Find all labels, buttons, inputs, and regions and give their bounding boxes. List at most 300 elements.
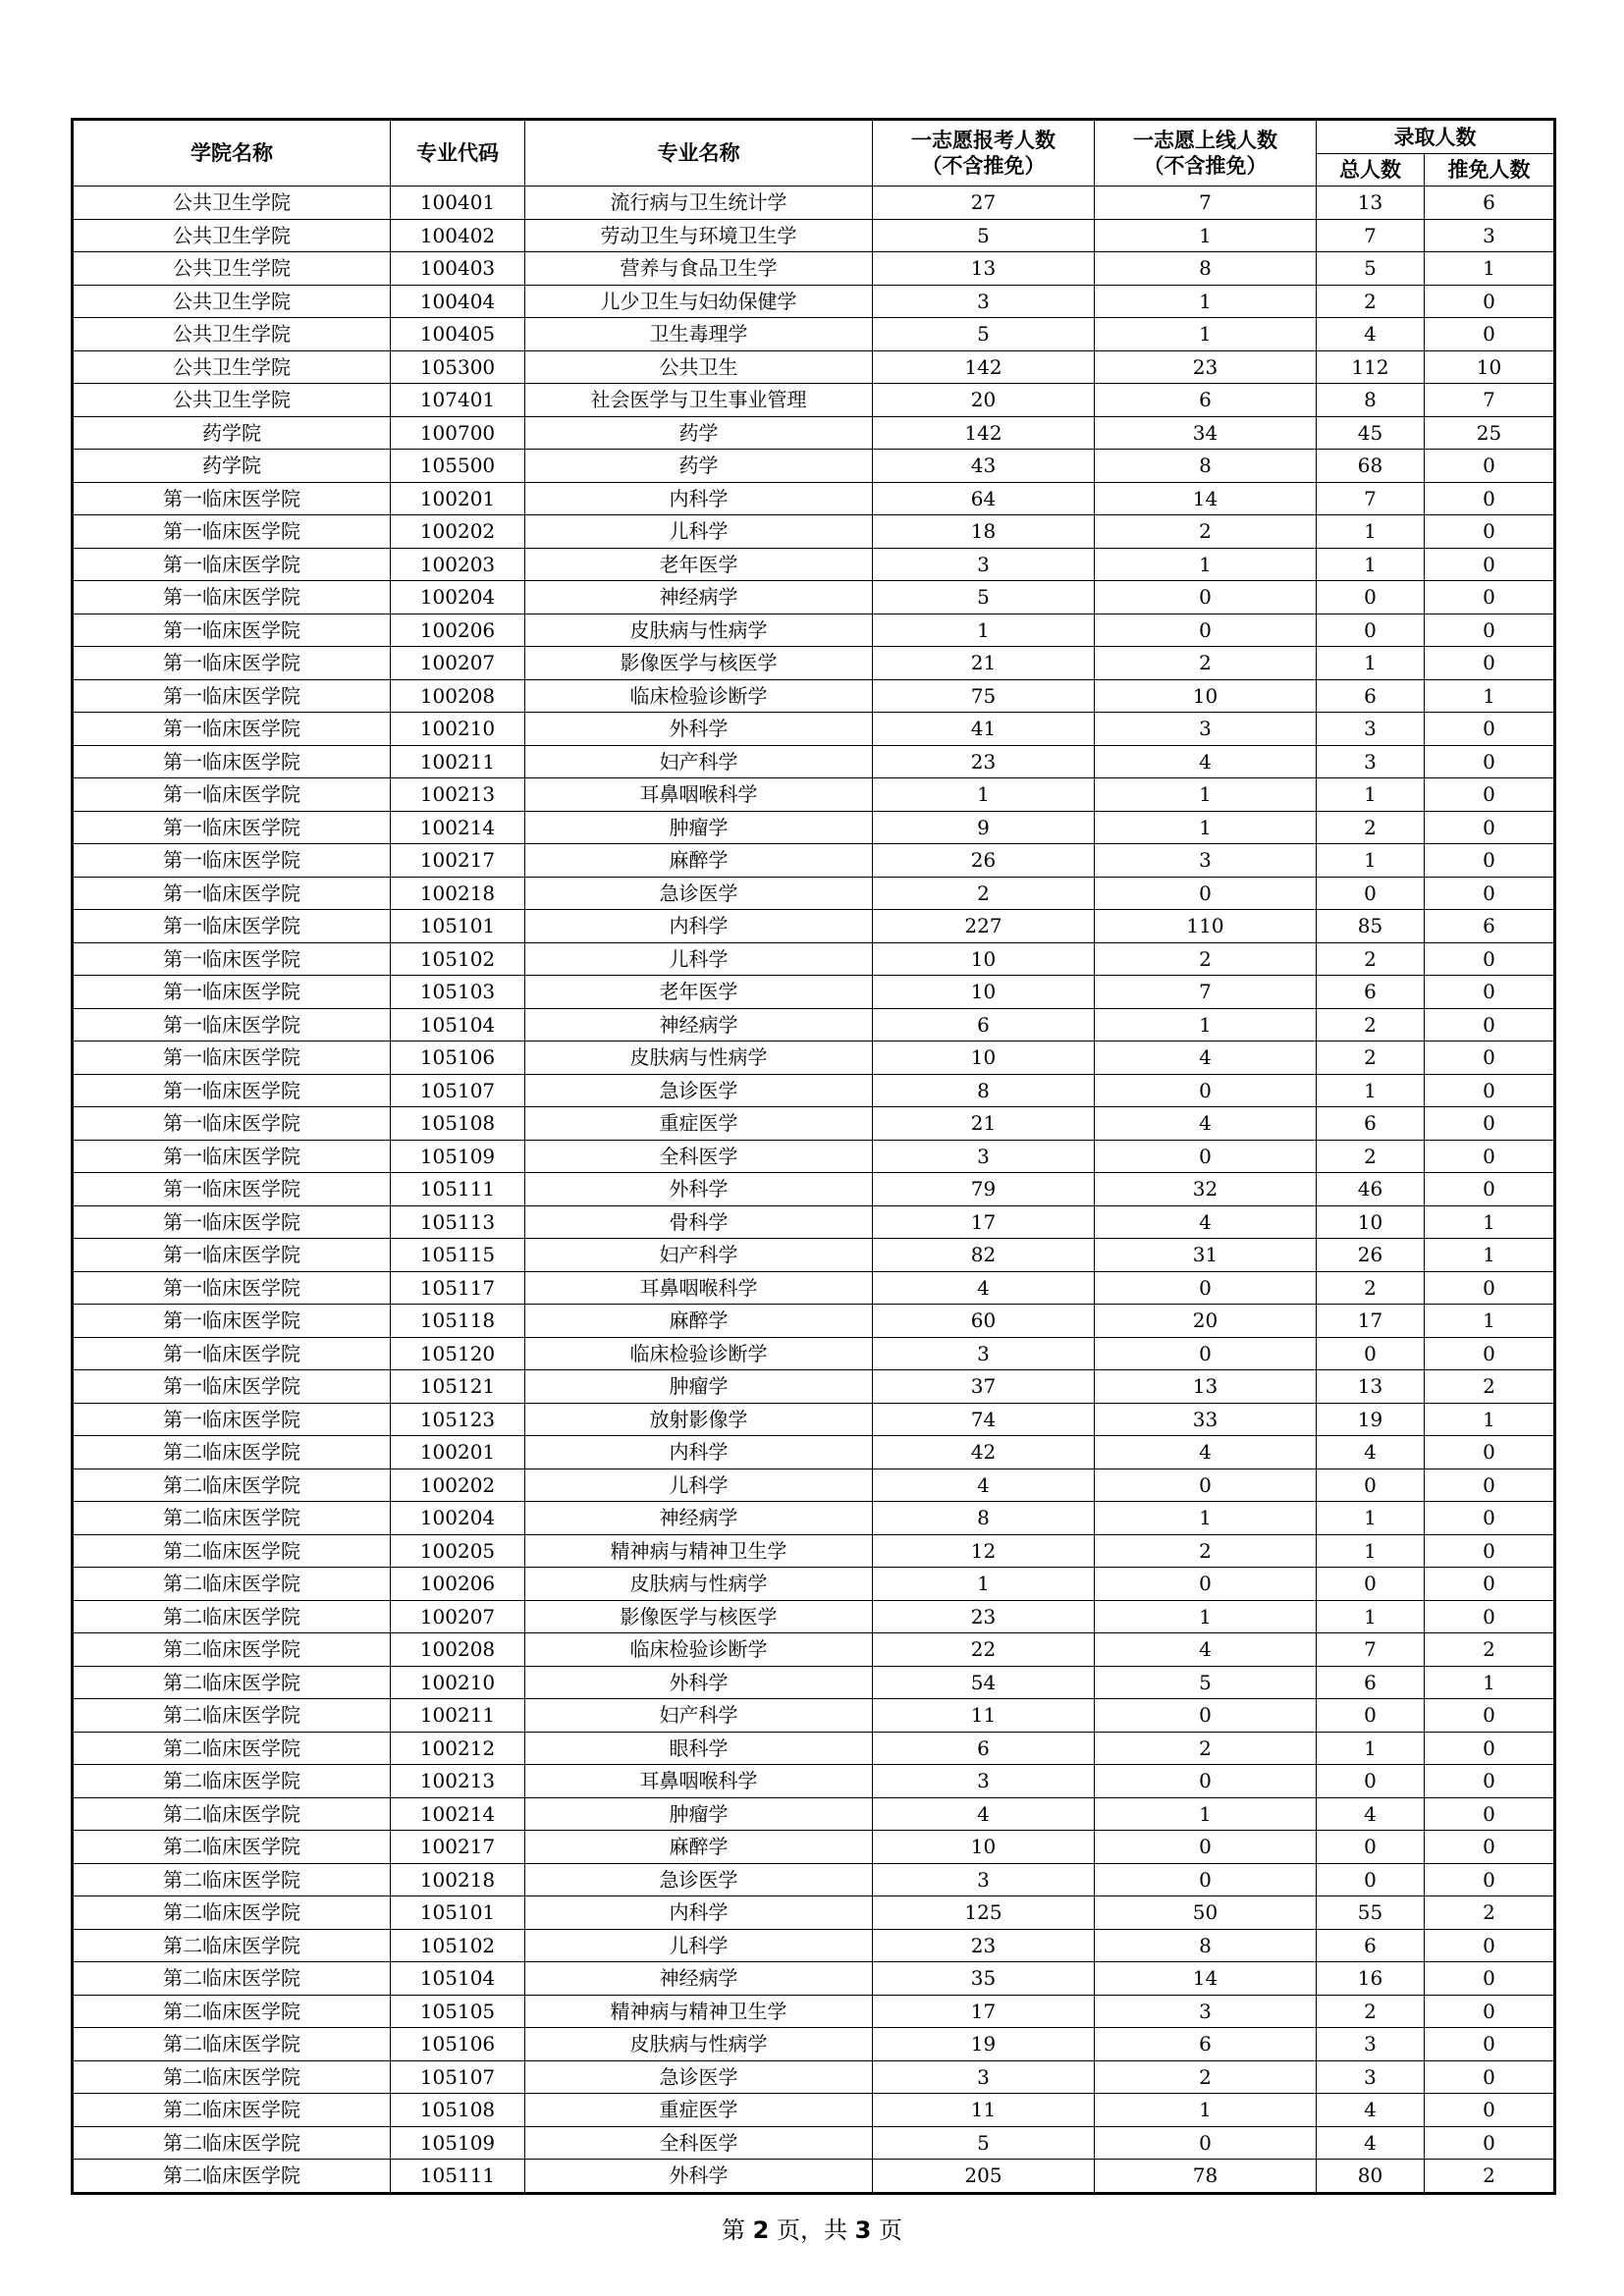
cell-passed: 1 [1095,1008,1317,1041]
table-row [73,1468,1555,1502]
cell-admitted-total: 1 [1317,1732,1425,1765]
cell-admitted-total: 0 [1317,1765,1425,1798]
cell-admitted-total: 1 [1317,844,1425,878]
cell-applicants: 22 [873,1633,1095,1667]
table-row [73,976,1555,1009]
cell-college: 第一临床医学院 [73,1403,391,1436]
table-row [73,1831,1555,1864]
cell-admitted-exempt: 3 [1425,219,1555,252]
cell-passed: 2 [1095,2060,1317,2094]
admission-table [71,118,1556,2195]
cell-major: 耳鼻咽喉科学 [525,778,873,812]
cell-passed: 0 [1095,1140,1317,1173]
cell-code: 105500 [391,450,525,483]
cell-major: 肿瘤学 [525,1797,873,1831]
cell-admitted-total: 4 [1317,1797,1425,1831]
table-row [73,2094,1555,2127]
cell-admitted-total: 4 [1317,1436,1425,1469]
table-row [73,219,1555,252]
cell-applicants: 23 [873,745,1095,778]
cell-college: 第一临床医学院 [73,713,391,746]
cell-college: 药学院 [73,450,391,483]
cell-admitted-total: 2 [1317,811,1425,844]
cell-admitted-exempt: 0 [1425,1863,1555,1896]
cell-admitted-exempt: 0 [1425,1502,1555,1535]
cell-college: 第一临床医学院 [73,1337,391,1370]
cell-applicants: 1 [873,1568,1095,1601]
cell-passed: 3 [1095,713,1317,746]
table-header [73,120,1555,187]
cell-admitted-total: 1 [1317,548,1425,581]
cell-admitted-total: 19 [1317,1403,1425,1436]
cell-admitted-exempt: 0 [1425,2060,1555,2094]
cell-major: 全科医学 [525,1140,873,1173]
table-row [73,416,1555,450]
header-college: 学院名称 [73,120,391,187]
cell-code: 100201 [391,482,525,515]
cell-applicants: 4 [873,1271,1095,1305]
cell-college: 第二临床医学院 [73,1732,391,1765]
table-row [73,581,1555,614]
cell-admitted-total: 0 [1317,877,1425,910]
cell-passed: 2 [1095,647,1317,680]
cell-major: 流行病与卫生统计学 [525,187,873,220]
cell-admitted-exempt: 7 [1425,384,1555,417]
cell-admitted-exempt: 0 [1425,1271,1555,1305]
cell-admitted-exempt: 0 [1425,515,1555,549]
cell-major: 临床检验诊断学 [525,1633,873,1667]
table-row [73,1107,1555,1141]
cell-passed: 6 [1095,2028,1317,2061]
cell-admitted-total: 0 [1317,1468,1425,1502]
cell-passed: 7 [1095,976,1317,1009]
table-row [73,647,1555,680]
cell-admitted-total: 6 [1317,1107,1425,1141]
cell-admitted-exempt: 0 [1425,713,1555,746]
cell-applicants: 13 [873,252,1095,286]
cell-admitted-exempt: 2 [1425,1370,1555,1404]
cell-college: 公共卫生学院 [73,219,391,252]
cell-code: 105111 [391,1173,525,1206]
cell-major: 耳鼻咽喉科学 [525,1271,873,1305]
cell-code: 100218 [391,1863,525,1896]
cell-admitted-total: 2 [1317,942,1425,976]
cell-passed: 4 [1095,1633,1317,1667]
cell-code: 105115 [391,1239,525,1272]
cell-major: 妇产科学 [525,1699,873,1733]
cell-admitted-total: 10 [1317,1205,1425,1239]
cell-major: 劳动卫生与环境卫生学 [525,219,873,252]
cell-major: 儿科学 [525,1929,873,1962]
cell-admitted-exempt: 0 [1425,2028,1555,2061]
cell-college: 第一临床医学院 [73,1173,391,1206]
cell-college: 第二临床医学院 [73,1699,391,1733]
cell-code: 105300 [391,350,525,384]
cell-passed: 10 [1095,679,1317,713]
cell-admitted-exempt: 0 [1425,1041,1555,1075]
cell-applicants: 3 [873,548,1095,581]
cell-college: 第一临床医学院 [73,482,391,515]
cell-college: 第一临床医学院 [73,942,391,976]
cell-college: 第一临床医学院 [73,1271,391,1305]
cell-passed: 0 [1095,1337,1317,1370]
cell-applicants: 21 [873,1107,1095,1141]
cell-major: 急诊医学 [525,1074,873,1107]
cell-admitted-exempt: 1 [1425,1403,1555,1436]
cell-major: 儿少卫生与妇幼保健学 [525,285,873,318]
cell-applicants: 54 [873,1666,1095,1699]
table-row [73,811,1555,844]
cell-college: 第一临床医学院 [73,778,391,812]
cell-applicants: 64 [873,482,1095,515]
table-row [73,482,1555,515]
cell-major: 急诊医学 [525,877,873,910]
cell-admitted-exempt: 6 [1425,187,1555,220]
cell-admitted-total: 0 [1317,1337,1425,1370]
cell-applicants: 35 [873,1962,1095,1996]
cell-admitted-exempt: 0 [1425,778,1555,812]
cell-applicants: 3 [873,285,1095,318]
cell-code: 100402 [391,219,525,252]
cell-applicants: 12 [873,1534,1095,1568]
cell-code: 100206 [391,1568,525,1601]
cell-passed: 0 [1095,1271,1317,1305]
cell-passed: 4 [1095,745,1317,778]
cell-applicants: 5 [873,219,1095,252]
table-row [73,1666,1555,1699]
cell-passed: 6 [1095,384,1317,417]
cell-passed: 2 [1095,1534,1317,1568]
cell-major: 皮肤病与性病学 [525,2028,873,2061]
cell-passed: 8 [1095,1929,1317,1962]
cell-major: 药学 [525,416,873,450]
cell-admitted-exempt: 0 [1425,976,1555,1009]
cell-admitted-exempt: 0 [1425,1140,1555,1173]
cell-passed: 1 [1095,2094,1317,2127]
cell-code: 105109 [391,2126,525,2160]
cell-admitted-exempt: 2 [1425,2160,1555,2194]
cell-admitted-exempt: 0 [1425,1568,1555,1601]
cell-passed: 4 [1095,1205,1317,1239]
cell-major: 老年医学 [525,548,873,581]
cell-applicants: 74 [873,1403,1095,1436]
table-row [73,450,1555,483]
cell-college: 第二临床医学院 [73,1995,391,2028]
cell-applicants: 5 [873,581,1095,614]
table-row [73,1962,1555,1996]
cell-admitted-exempt: 0 [1425,745,1555,778]
cell-admitted-exempt: 0 [1425,482,1555,515]
cell-admitted-exempt: 0 [1425,1765,1555,1798]
table-row [73,2160,1555,2194]
table-row [73,1896,1555,1930]
cell-major: 肿瘤学 [525,811,873,844]
cell-passed: 4 [1095,1041,1317,1075]
cell-code: 100210 [391,1666,525,1699]
table-row [73,2126,1555,2160]
cell-college: 第二临床医学院 [73,2094,391,2127]
cell-major: 眼科学 [525,1732,873,1765]
cell-college: 第一临床医学院 [73,1041,391,1075]
cell-admitted-total: 46 [1317,1173,1425,1206]
cell-code: 105123 [391,1403,525,1436]
footer-page-number: 2 [752,2216,770,2244]
cell-applicants: 142 [873,416,1095,450]
cell-passed: 1 [1095,219,1317,252]
cell-code: 105108 [391,1107,525,1141]
cell-code: 105105 [391,1995,525,2028]
cell-admitted-total: 4 [1317,318,1425,351]
cell-applicants: 205 [873,2160,1095,2194]
table-row [73,844,1555,878]
cell-admitted-exempt: 2 [1425,1896,1555,1930]
cell-admitted-exempt: 0 [1425,318,1555,351]
cell-applicants: 82 [873,1239,1095,1272]
cell-major: 皮肤病与性病学 [525,1568,873,1601]
table-row [73,877,1555,910]
cell-major: 药学 [525,450,873,483]
header-major: 专业名称 [525,120,873,187]
cell-college: 第一临床医学院 [73,877,391,910]
table-row [73,515,1555,549]
cell-admitted-total: 112 [1317,350,1425,384]
cell-admitted-total: 2 [1317,1041,1425,1075]
cell-applicants: 19 [873,2028,1095,2061]
cell-admitted-exempt: 6 [1425,910,1555,943]
cell-admitted-total: 1 [1317,1502,1425,1535]
cell-applicants: 41 [873,713,1095,746]
table-row [73,1863,1555,1896]
cell-code: 100208 [391,679,525,713]
cell-major: 皮肤病与性病学 [525,1041,873,1075]
cell-college: 第二临床医学院 [73,1502,391,1535]
cell-code: 105104 [391,1008,525,1041]
cell-passed: 2 [1095,1732,1317,1765]
cell-major: 急诊医学 [525,1863,873,1896]
cell-admitted-total: 3 [1317,713,1425,746]
cell-code: 100213 [391,778,525,812]
cell-admitted-exempt: 0 [1425,942,1555,976]
cell-admitted-exempt: 0 [1425,811,1555,844]
cell-applicants: 17 [873,1205,1095,1239]
cell-college: 公共卫生学院 [73,350,391,384]
cell-admitted-total: 3 [1317,745,1425,778]
cell-admitted-total: 80 [1317,2160,1425,2194]
cell-passed: 0 [1095,581,1317,614]
cell-admitted-total: 55 [1317,1896,1425,1930]
cell-applicants: 9 [873,811,1095,844]
table-row [73,1205,1555,1239]
header-applicants [873,120,1095,187]
cell-admitted-exempt: 0 [1425,1699,1555,1733]
cell-major: 儿科学 [525,942,873,976]
cell-major: 儿科学 [525,1468,873,1502]
cell-passed: 4 [1095,1436,1317,1469]
cell-admitted-total: 13 [1317,187,1425,220]
cell-admitted-exempt: 0 [1425,1107,1555,1141]
table-row [73,187,1555,220]
header-passed [1095,120,1317,187]
cell-code: 105107 [391,2060,525,2094]
cell-passed: 8 [1095,450,1317,483]
cell-applicants: 23 [873,1929,1095,1962]
cell-admitted-exempt: 0 [1425,2094,1555,2127]
cell-major: 麻醉学 [525,1305,873,1338]
cell-college: 第二临床医学院 [73,2060,391,2094]
cell-code: 105111 [391,2160,525,2194]
cell-admitted-total: 2 [1317,285,1425,318]
cell-college: 第一临床医学院 [73,548,391,581]
cell-passed: 31 [1095,1239,1317,1272]
cell-college: 公共卫生学院 [73,187,391,220]
cell-passed: 1 [1095,811,1317,844]
cell-applicants: 42 [873,1436,1095,1469]
cell-admitted-exempt: 1 [1425,252,1555,286]
table-row [73,1633,1555,1667]
cell-major: 老年医学 [525,976,873,1009]
table-row [73,252,1555,286]
cell-major: 麻醉学 [525,1831,873,1864]
header-admitted-exempt: 推免人数 [1425,154,1555,187]
cell-admitted-exempt: 0 [1425,1962,1555,1996]
table-row [73,778,1555,812]
cell-admitted-exempt: 0 [1425,877,1555,910]
cell-code: 100404 [391,285,525,318]
cell-code: 100208 [391,1633,525,1667]
cell-applicants: 10 [873,942,1095,976]
cell-passed: 0 [1095,877,1317,910]
cell-applicants: 11 [873,2094,1095,2127]
cell-passed: 0 [1095,1568,1317,1601]
cell-applicants: 23 [873,1600,1095,1633]
cell-applicants: 27 [873,187,1095,220]
cell-applicants: 4 [873,1468,1095,1502]
table-row [73,350,1555,384]
cell-major: 麻醉学 [525,844,873,878]
cell-college: 第一临床医学院 [73,1107,391,1141]
cell-passed: 0 [1095,1765,1317,1798]
cell-admitted-exempt: 0 [1425,2126,1555,2160]
cell-admitted-exempt: 1 [1425,1239,1555,1272]
cell-passed: 8 [1095,252,1317,286]
cell-code: 105109 [391,1140,525,1173]
cell-admitted-exempt: 0 [1425,1732,1555,1765]
cell-major: 神经病学 [525,581,873,614]
table-row [73,1436,1555,1469]
cell-college: 第一临床医学院 [73,976,391,1009]
cell-major: 外科学 [525,2160,873,2194]
cell-admitted-exempt: 1 [1425,679,1555,713]
cell-applicants: 3 [873,2060,1095,2094]
cell-major: 卫生毒理学 [525,318,873,351]
cell-admitted-total: 1 [1317,1534,1425,1568]
cell-college: 第二临床医学院 [73,1534,391,1568]
cell-college: 第一临床医学院 [73,679,391,713]
cell-admitted-total: 17 [1317,1305,1425,1338]
cell-passed: 0 [1095,614,1317,647]
cell-code: 100205 [391,1534,525,1568]
cell-major: 影像医学与核医学 [525,1600,873,1633]
cell-college: 第二临床医学院 [73,1600,391,1633]
cell-college: 第一临床医学院 [73,745,391,778]
table-row [73,1008,1555,1041]
cell-code: 100405 [391,318,525,351]
cell-admitted-exempt: 0 [1425,1008,1555,1041]
cell-major: 公共卫生 [525,350,873,384]
cell-college: 第二临床医学院 [73,1666,391,1699]
table-row [73,1074,1555,1107]
cell-passed: 110 [1095,910,1317,943]
cell-college: 公共卫生学院 [73,252,391,286]
cell-college: 第二临床医学院 [73,1797,391,1831]
cell-passed: 1 [1095,548,1317,581]
cell-admitted-total: 2 [1317,1140,1425,1173]
cell-applicants: 1 [873,614,1095,647]
cell-passed: 14 [1095,482,1317,515]
cell-code: 100218 [391,877,525,910]
cell-admitted-total: 1 [1317,647,1425,680]
cell-applicants: 79 [873,1173,1095,1206]
cell-major: 精神病与精神卫生学 [525,1995,873,2028]
cell-code: 105103 [391,976,525,1009]
cell-college: 公共卫生学院 [73,384,391,417]
cell-passed: 0 [1095,1074,1317,1107]
cell-passed: 78 [1095,2160,1317,2194]
cell-admitted-total: 1 [1317,778,1425,812]
cell-applicants: 6 [873,1008,1095,1041]
header-passed-line1: 一志愿上线人数 [1133,129,1277,152]
table-row [73,713,1555,746]
header-passed-line2: （不含推免） [1143,154,1268,178]
cell-major: 影像医学与核医学 [525,647,873,680]
cell-college: 第二临床医学院 [73,1962,391,1996]
cell-applicants: 6 [873,1732,1095,1765]
cell-passed: 0 [1095,1468,1317,1502]
cell-applicants: 125 [873,1896,1095,1930]
cell-admitted-total: 0 [1317,1568,1425,1601]
footer-prefix: 第 [722,2216,753,2244]
cell-admitted-total: 2 [1317,1995,1425,2028]
cell-major: 外科学 [525,1666,873,1699]
cell-passed: 0 [1095,1863,1317,1896]
table-row [73,548,1555,581]
cell-admitted-total: 26 [1317,1239,1425,1272]
table-row [73,1568,1555,1601]
cell-college: 第二临床医学院 [73,2126,391,2160]
cell-college: 第一临床医学院 [73,647,391,680]
cell-major: 营养与食品卫生学 [525,252,873,286]
cell-college: 第一临床医学院 [73,1205,391,1239]
cell-admitted-total: 1 [1317,1074,1425,1107]
cell-admitted-total: 68 [1317,450,1425,483]
table-row [73,614,1555,647]
table-row [73,1403,1555,1436]
header-admitted: 录取人数 [1317,120,1555,154]
cell-college: 第二临床医学院 [73,1896,391,1930]
cell-code: 100203 [391,548,525,581]
page-footer [0,2211,1624,2245]
cell-major: 妇产科学 [525,1239,873,1272]
cell-admitted-total: 3 [1317,2060,1425,2094]
cell-code: 105113 [391,1205,525,1239]
cell-college: 第一临床医学院 [73,614,391,647]
table-row [73,2028,1555,2061]
cell-major: 妇产科学 [525,745,873,778]
cell-code: 100213 [391,1765,525,1798]
cell-admitted-exempt: 0 [1425,1436,1555,1469]
cell-college: 第二临床医学院 [73,1436,391,1469]
cell-passed: 2 [1095,942,1317,976]
